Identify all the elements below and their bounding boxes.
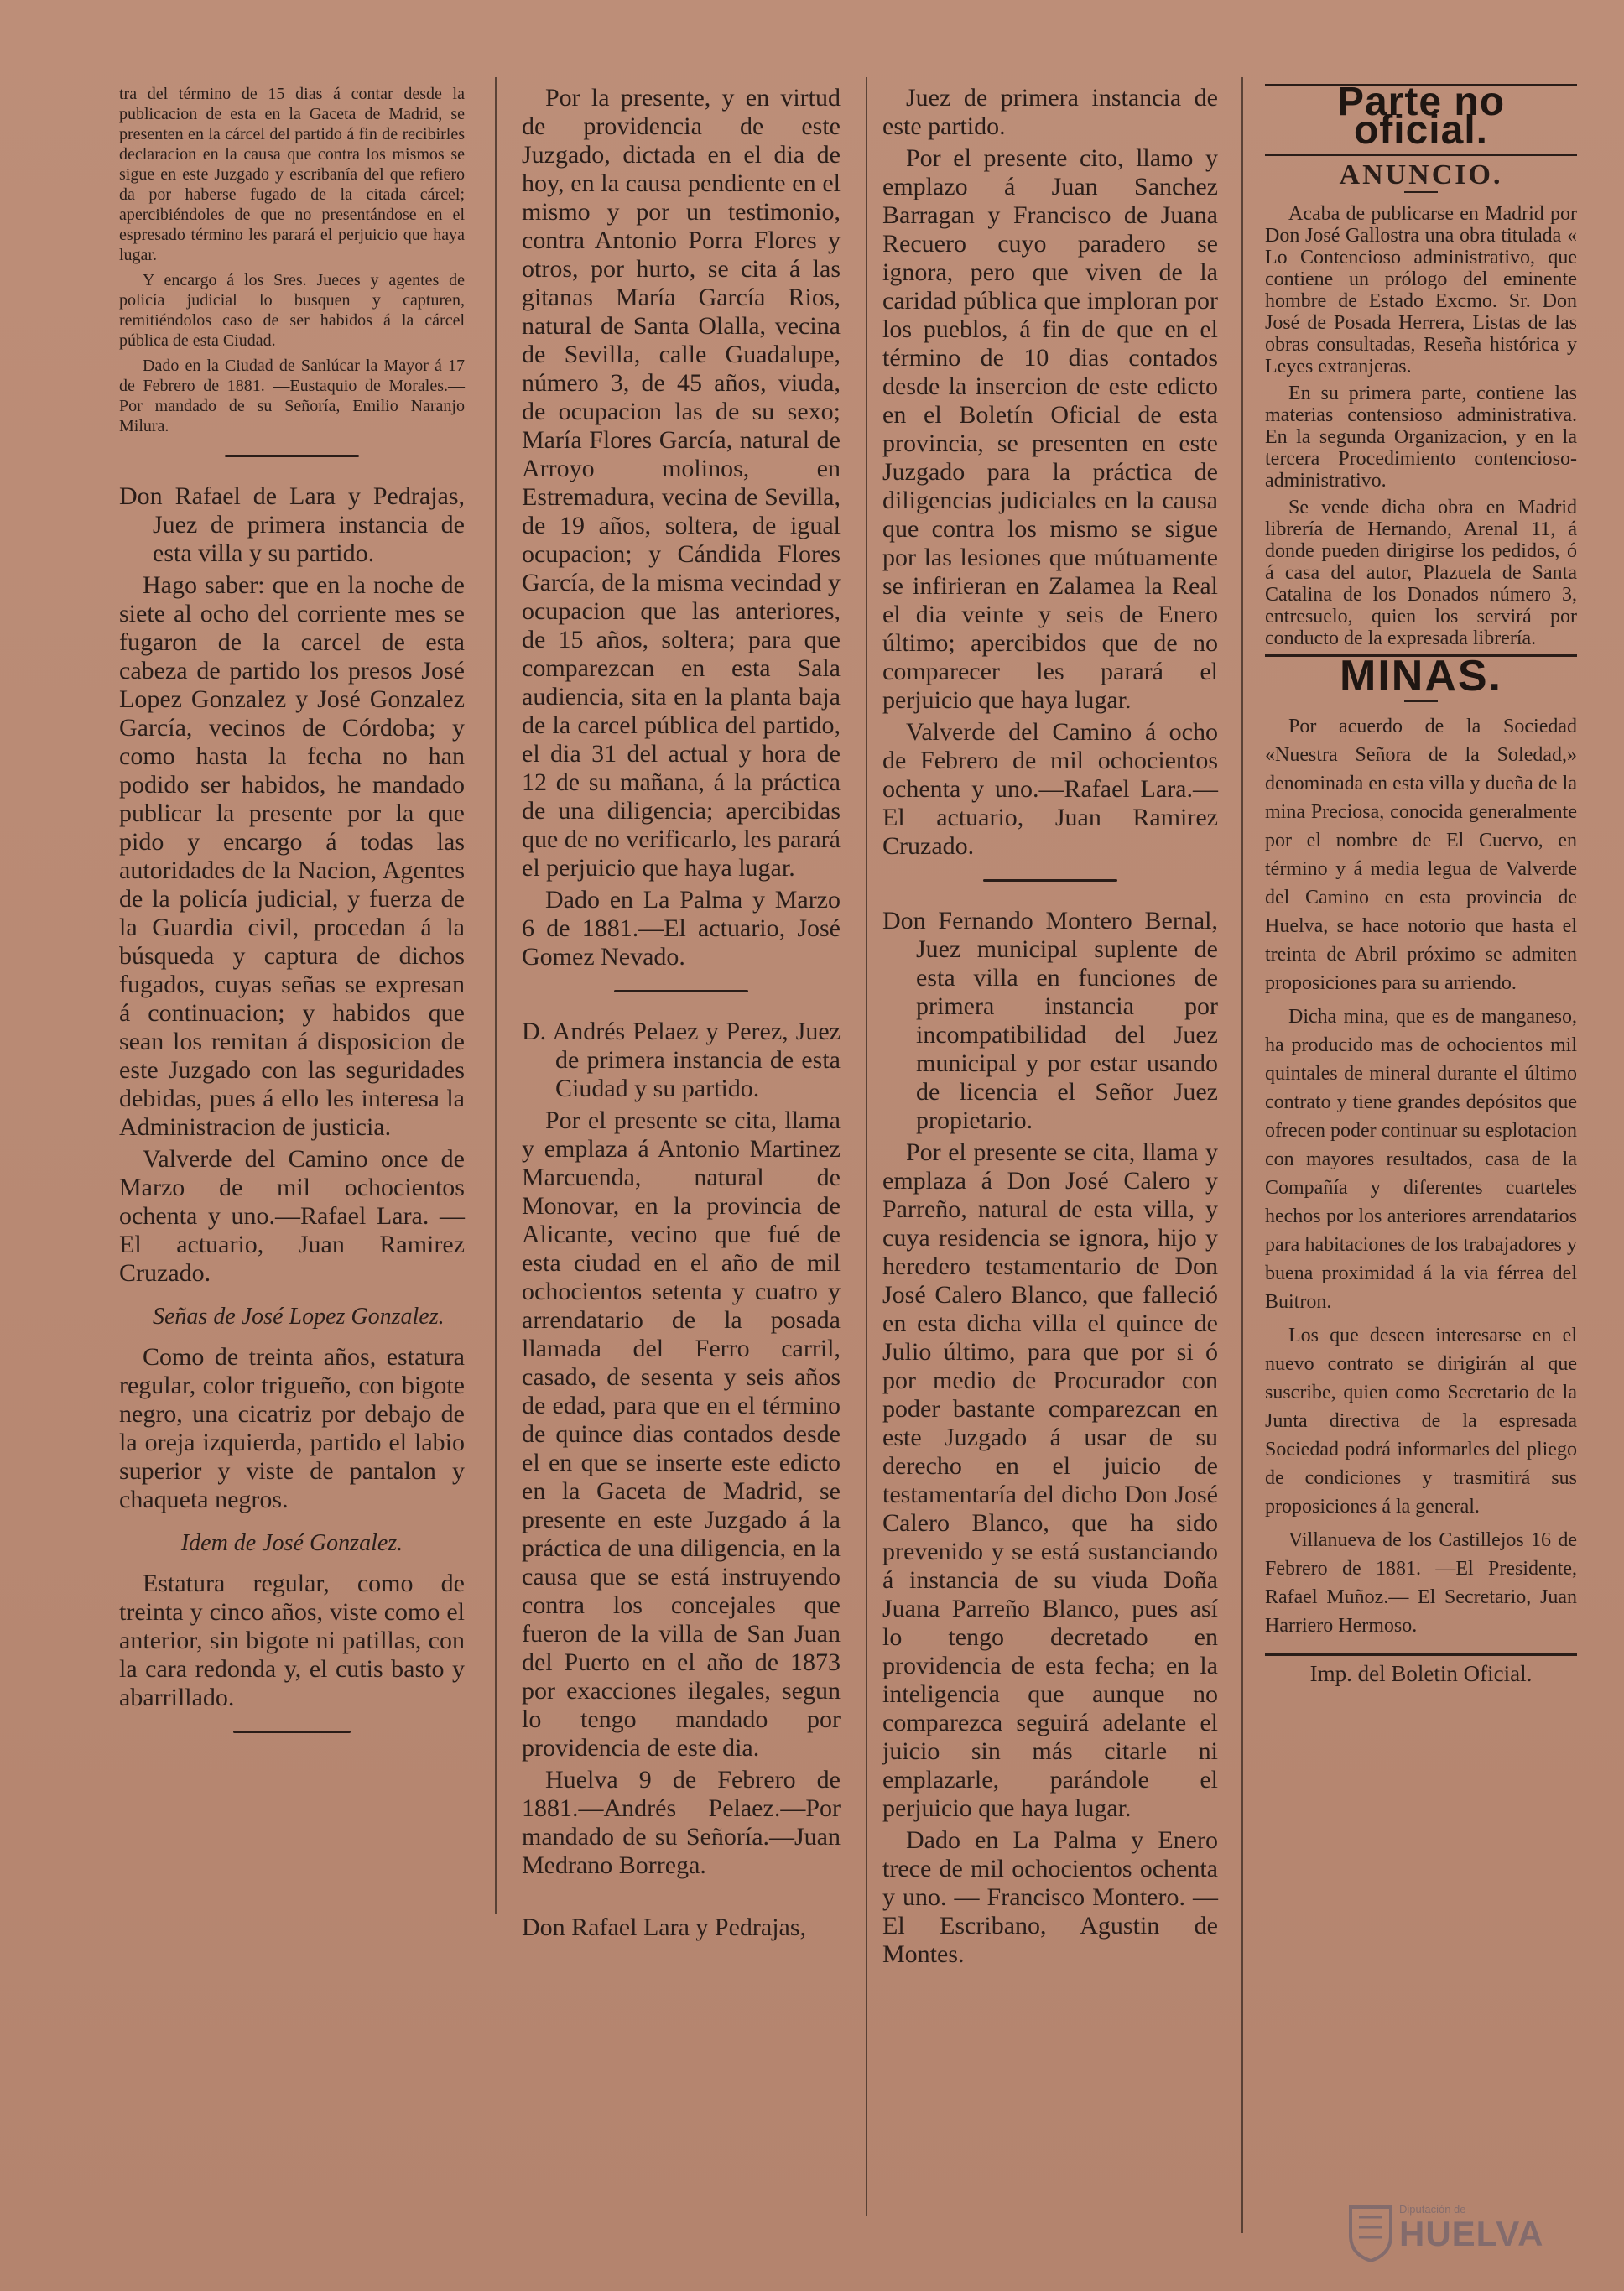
col1-paragraph-3: Dado en la Ciudad de Sanlúcar la Mayor á 17 de Febrero de 1881. —Eustaquio de Morales.—Por mandado de su Señoría, Emilio Naranjo Milura. bbox=[119, 357, 465, 435]
column-rule-3 bbox=[1241, 77, 1243, 2233]
watermark-big-text: HUELVA bbox=[1399, 2214, 1544, 2253]
col1-paragraph-2: Y encargo á los Sres. Jueces y agentes de policía judicial lo busquen y capturen, remitiéndolos caso de ser habidos á la cárcel pública de esta Ciudad. bbox=[119, 271, 465, 350]
separator-rule bbox=[983, 879, 1117, 882]
col2-paragraph-1: Por la presente, y en virtud de providencia de este Juzgado, dictada en el dia de hoy, en la causa pendiente en el mismo y por un testimonio, contra Antonio Porra Flores y otros, por hurto, se cita á las gitanas María García Rios, natural de Santa Olalla, vecina de Sevilla, calle Guadalupe, número 3, de 45 años, viuda, de ocupacion las de su sexo; María Flores García, natural de Arroyo molinos, en Estremadura, vecina de Sevilla, de 19 años, soltera, de igual ocupacion; y Cándida Flores García, de la misma vecindad y ocupacion que las anteriores, de 15 años, soltera; para que comparezcan en esta Sala audiencia, sita en la planta baja de la carcel pública del partido, el dia 31 del actual y hora de 12 de su mañana, á la práctica de una diligencia; apercibidas que de no verificarlo, les parará el perjuicio que haya lugar. bbox=[522, 84, 841, 882]
coat-of-arms-icon bbox=[1347, 2202, 1394, 2262]
minas-paragraph-2: Dicha mina, que es de manganeso, ha producido mas de ochocientos mil quintales de mineral durante el último contrato y tiene grandes depósitos que ofrecen poder continuar su esplotacion con mayores resultados, casa de la Compañía y diferentes cuarteles hechos por los anteriores arrendatarios para habitaciones de los trabajadores y buena proximidad á la via férrea del Buitron. bbox=[1265, 1006, 1577, 1313]
column-3 bbox=[882, 84, 1218, 1972]
parte-no-oficial-title: Parte no oficial. bbox=[1336, 80, 1506, 153]
column-2 bbox=[522, 84, 841, 1945]
anuncio-title: ANUNCIO. bbox=[1339, 159, 1503, 190]
col2-paragraph-2: Dado en La Palma y Marzo 6 de 1881.—El actuario, José Gomez Nevado. bbox=[522, 886, 841, 971]
anuncio-paragraph-1: Acaba de publicarse en Madrid por Don José Gallostra una obra titulada « Lo Contencioso administrativo, que contiene un prólogo del eminente hombre de Estado Excmo. Sr. Don José de Posada Herrera, Listas de las obras consultadas, Reseña histórica y Leyes extranjeras. bbox=[1265, 203, 1577, 377]
col1-paragraph-6: Como de treinta años, estatura regular, color trigueño, con bigote negro, una cicatriz por debajo de la oreja izquierda, partido el labio superior y viste de pantalon y chaqueta negros. bbox=[119, 1343, 465, 1513]
anuncio-paragraph-2: En su primera parte, contiene las materias contensioso administrativa. En la segunda Organizacion, y en la tercera Procedimiento contencioso-administrativo. bbox=[1265, 383, 1577, 492]
parte-no-oficial-header bbox=[1265, 80, 1577, 156]
anuncio-paragraph-3: Se vende dicha obra en Madrid librería de Hernando, Arenal 11, á donde pueden dirigirse los pedidos, ó á casa del autor, Plazuela de Santa Catalina de los Donados número 3, entresuelo, quien los servirá por conducto de la expresada librería. bbox=[1265, 497, 1577, 649]
col3-paragraph-1: Por el presente cito, llamo y emplazo á Juan Sanchez Barragan y Francisco de Juana Recuero cuyo paradero se ignora, pero que viven de la caridad pública que imploran por los pueblos, á fin de que en el término de 10 dias contados desde la insercion de este edicto en el Boletín Oficial de esta provincia, se presenten en este Juzgado para la práctica de diligencias judiciales en la causa que contra los mismo se sigue por las lesiones que mútuamente se infirieran en Zalamea la Real el dia veinte y seis de Enero último; apercibidos que de no comparecer les parará el perjuicio que haya lugar. bbox=[882, 144, 1218, 714]
col1-paragraph-1: tra del término de 15 dias á contar desde la publicacion de esta en la Gaceta de Madrid, se presenten en la cárcel del partido á fin de recibirles declaracion en la causa que contra los mismos se sigue en este Juzgado y escribanía del que refiero da por haberse fugado de la citada cárcel; apercibiéndoles de que no presentándose en el espresado término les parará el perjuicio que haya lugar. bbox=[119, 85, 465, 264]
col1-paragraph-5: Valverde del Camino once de Marzo de mil ochocientos ochenta y uno.—Rafael Lara. —El actuario, Juan Ramirez Cruzado. bbox=[119, 1145, 465, 1287]
col2-paragraph-4: Huelva 9 de Febrero de 1881.—Andrés Pelaez.—Por mandado de su Señoría.—Juan Medrano Borrega. bbox=[522, 1766, 841, 1879]
col3-edict-heading: Don Fernando Montero Bernal, Juez municipal suplente de esta villa en funciones de primera instancia por incompatibilidad del Juez municipal y por estar usando de licencia el Señor Juez propietario. bbox=[882, 907, 1218, 1134]
huelva-watermark bbox=[1347, 2199, 1565, 2266]
separator-rule bbox=[614, 990, 748, 992]
col1-edict-heading: Don Rafael de Lara y Pedrajas, Juez de primera instancia de esta villa y su partido. bbox=[119, 482, 465, 567]
minas-paragraph-3: Los que deseen interesarse en el nuevo contrato se dirigirán al que suscribe, quien como Secretario de la Junta directiva de la espresada Sociedad podrá informarles del pliego de condiciones y trasmitirá sus proposiciones á la general. bbox=[1265, 1325, 1577, 1518]
column-1 bbox=[119, 84, 465, 1758]
watermark-text bbox=[1399, 2204, 1543, 2252]
separator-rule bbox=[233, 1731, 351, 1733]
column-4 bbox=[1265, 80, 1577, 1686]
col2-edict-heading: D. Andrés Pelaez y Perez, Juez de primera instancia de esta Ciudad y su partido. bbox=[522, 1018, 841, 1102]
col2-paragraph-3: Por el presente se cita, llama y emplaza á Antonio Martinez Marcuenda, natural de Monovar, en la provincia de Alicante, vecino que fué de esta ciudad en el año de mil ochocientos setenta y cuatro y arrendatario de la posada llamada del Ferro carril, casado, de sesenta y seis años de edad, para que en el término de quince dias contados desde el en que se inserte este edicto en la Gaceta de Madrid, se presente en este Juzgado á la práctica de una diligencia, en la causa que se está instruyendo contra los concejales que fueron de la villa de San Juan del Puerto en el año de 1873 por exacciones ilegales, segun lo tengo mandado por providencia de este dia. bbox=[522, 1106, 841, 1762]
column-rule-2 bbox=[866, 77, 867, 2216]
minas-paragraph-1: Por acuerdo de la Sociedad «Nuestra Señora de la Soledad,» denominada en esta villa y dueña de la mina Preciosa, conocida generalmente por el nombre de El Cuervo, en término y á media legua de Valverde del Camino en esta provincia de Huelva, se hace notorio que hasta el treinta de Abril próximo se admiten proposiciones para su arriendo. bbox=[1265, 716, 1577, 994]
minas-paragraph-4: Villanueva de los Castillejos 16 de Febrero de 1881. —El Presidente, Rafael Muñoz.— El Secretario, Juan Harriero Hermoso. bbox=[1265, 1529, 1577, 1637]
short-dash bbox=[1404, 700, 1438, 702]
minas-header bbox=[1265, 652, 1577, 700]
separator-rule bbox=[225, 455, 359, 457]
col1-paragraph-7: Estatura regular, como de treinta y cinco años, viste como el anterior, sin bigote ni patillas, con la cara redonda y, el cutis basto y abarrillado. bbox=[119, 1570, 465, 1711]
col3-paragraph-4: Dado en La Palma y Enero trece de mil ochocientos ochenta y uno. — Francisco Montero. — El Escribano, Agustin de Montes. bbox=[882, 1826, 1218, 1968]
col3-paragraph-3: Por el presente se cita, llama y emplaza á Don José Calero y Parreño, natural de esta villa, y cuya residencia se ignora, hijo y heredero testamentario de Don José Calero Blanco, que falleció en esta dicha villa el quince de Julio último, para que por si ó por medio de Procurador con poder bastante comparezcan en este Juzgado á usar de su derecho en el juicio de testamentaría del dicho Don José Calero Blanco, que ha sido prevenido y se está sustanciando á instancia de su viuda Doña Juana Parreño Blanco, pues así lo tengo decretado en providencia de esta fecha; en la inteligencia que aunque no comparezca seguirá adelante el juicio sin más citarle ni emplazarle, parándole el perjuicio que haya lugar. bbox=[882, 1138, 1218, 1822]
senas-lopez-title: Señas de José Lopez Gonzalez. bbox=[153, 1304, 445, 1330]
short-dash bbox=[1404, 191, 1438, 193]
minas-title: MINAS. bbox=[1340, 652, 1502, 700]
col3-lead: Juez de primera instancia de este partido. bbox=[882, 84, 1218, 140]
imprint-line: Imp. del Boletin Oficial. bbox=[1265, 1653, 1577, 1684]
col3-paragraph-2: Valverde del Camino á ocho de Febrero de mil ochocientos ochenta y uno.—Rafael Lara.—El actuario, Juan Ramirez Cruzado. bbox=[882, 718, 1218, 860]
col2-trailing-heading: Don Rafael Lara y Pedrajas, bbox=[522, 1914, 807, 1941]
senas-gonzalez-title: Idem de José Gonzalez. bbox=[180, 1530, 403, 1556]
col1-paragraph-4: Hago saber: que en la noche de siete al ocho del corriente mes se fugaron de la carcel de esta cabeza de partido los presos José Lopez Gonzalez y José Gonzalez García, vecinos de Córdoba; y como hasta la fecha no han podido ser habidos, he mandado publicar la presente por la que pido y encargo á todas las autoridades de la Nacion, Agentes de la policía judicial, y fuerza de la Guardia civil, procedan á la búsqueda y captura de dichos fugados, cuyas señas se expresan á continuacion; y habidos que sean los remitan á disposicion de este Juzgado con las seguridades debidas, pues á ello les interesa la Administracion de justicia. bbox=[119, 571, 465, 1141]
watermark-small-text: Diputación de bbox=[1399, 2203, 1466, 2216]
column-rule-1 bbox=[495, 77, 497, 1914]
